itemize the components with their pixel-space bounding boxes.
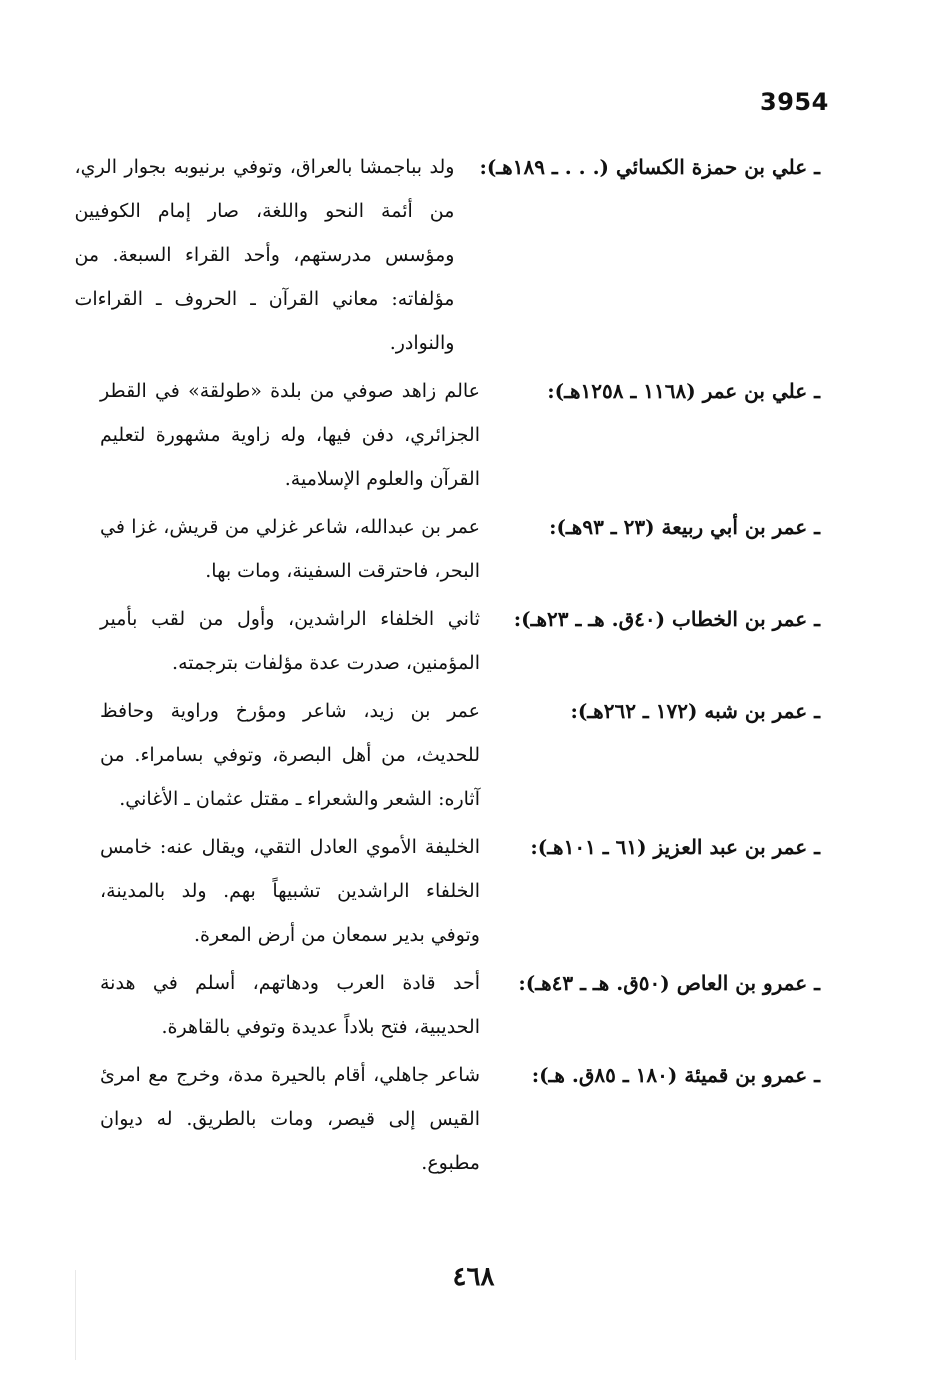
entry <box>100 825 820 957</box>
entry-heading: ـ عمر بن عبد العزيز (٦١ ـ ١٠١هـ): <box>530 835 820 859</box>
entry <box>100 1053 820 1185</box>
entry-heading: ـ عمر بن شبه (١٧٢ ـ ٢٦٢هـ): <box>570 699 820 723</box>
entry <box>74 145 820 365</box>
entry-heading: ـ عمر بن أبي ربيعة (٢٣ ـ ٩٣هـ): <box>549 515 820 539</box>
page-number-footer: ٤٦٨ <box>452 1262 495 1292</box>
page-number-top: 3954 <box>760 88 829 116</box>
entry-heading: ـ علي بن حمزة الكسائي (. . . ـ ١٨٩هـ): <box>479 155 820 179</box>
entry-heading: ـ علي بن عمر (١١٦٨ ـ ١٢٥٨هـ): <box>547 379 820 403</box>
entry-heading: ـ عمرو بن قميئة (١٨٠ ـ ٨٥ق. هـ): <box>531 1063 820 1087</box>
entry <box>100 689 820 821</box>
entry-description: ولد بباجمشا بالعراق، وتوفي برنيوبه بجوار الري، من أئمة النحو واللغة، صار إمام الكوفيين ومؤسس مدرستهم، وأحد القراء السبعة. من مؤلفاته: معاني القرآن ـ الحروف ـ القراءات والنوادر. <box>74 156 455 354</box>
entry-heading: ـ عمر بن الخطاب (٤٠ق. هـ ـ ٢٣هـ): <box>513 607 820 631</box>
entry-description: عمر بن عبدالله، شاعر غزلي من قريش، غزا في البحر، فاحترقت السفينة، ومات بها. <box>100 516 480 582</box>
entry <box>100 505 820 593</box>
entry <box>100 961 820 1049</box>
entry-description: ثاني الخلفاء الراشدين، وأول من لقب بأمير المؤمنين، صدرت عدة مؤلفات بترجمته. <box>100 608 480 674</box>
entry-description: عمر بن زيد، شاعر ومؤرخ وراوية وحافظ للحديث، من أهل البصرة، وتوفي بسامراء. من آثاره: الشعر والشعراء ـ مقتل عثمان ـ الأغاني. <box>100 700 480 810</box>
entry <box>100 369 820 501</box>
entry <box>100 597 820 685</box>
entry-description: شاعر جاهلي، أقام بالحيرة مدة، وخرج مع امرئ القيس إلى قيصر، ومات بالطريق. له ديوان مطبوع. <box>100 1064 480 1174</box>
entry-description: أحد قادة العرب ودهاتهم، أسلم في هدنة الحديبية، فتح بلاداً عديدة وتوفي بالقاهرة. <box>100 972 480 1038</box>
scan-edge-divider <box>75 1270 76 1360</box>
entry-description: الخليفة الأموي العادل التقي، ويقال عنه: خامس الخلفاء الراشدين تشبيهاً بهم. ولد بالمدينة، وتوفي بدير سمعان من أرض المعرة. <box>100 836 480 946</box>
entry-heading: ـ عمرو بن العاص (٥٠ق. هـ ـ ٤٣هـ): <box>518 971 820 995</box>
entry-description: عالم زاهد صوفي من بلدة «طولقة» في القطر الجزائري، دفن فيها، وله زاوية مشهورة لتعليم القرآن والعلوم الإسلامية. <box>100 380 480 490</box>
entry-list <box>74 145 820 1189</box>
